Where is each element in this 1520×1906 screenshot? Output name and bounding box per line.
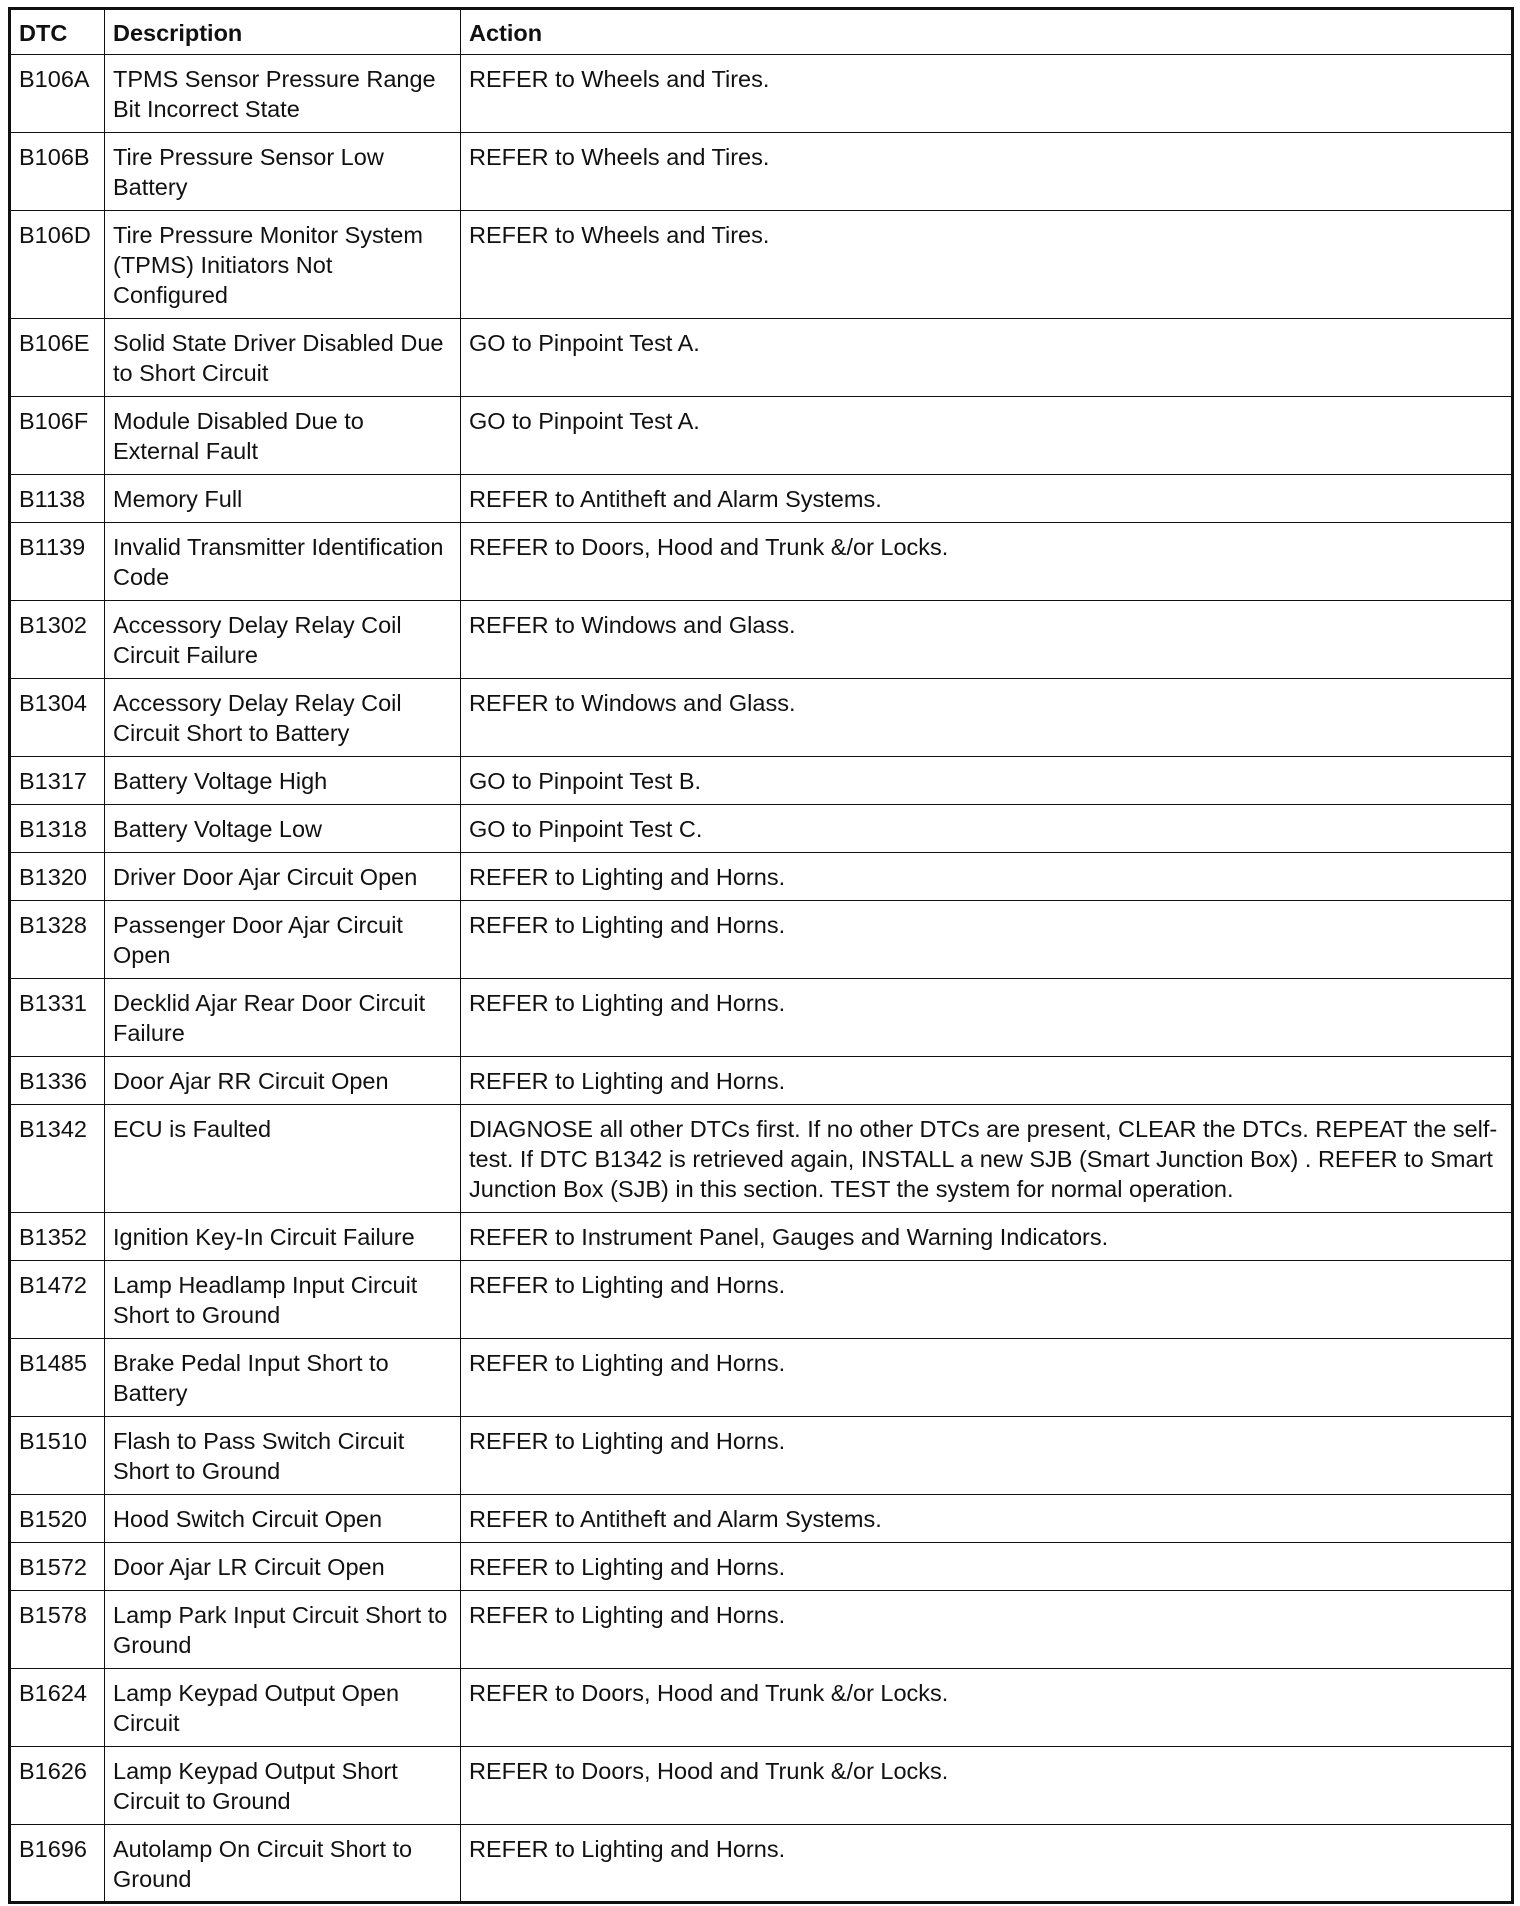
dtc-description: Decklid Ajar Rear Door Circuit Failure <box>105 979 461 1057</box>
table-row <box>10 1417 1513 1495</box>
dtc-code: B106E <box>10 319 105 397</box>
dtc-description: Door Ajar LR Circuit Open <box>105 1543 461 1591</box>
dtc-description: Module Disabled Due to External Fault <box>105 397 461 475</box>
table-row <box>10 133 1513 211</box>
dtc-description: Lamp Keypad Output Short Circuit to Ground <box>105 1747 461 1825</box>
dtc-action: REFER to Doors, Hood and Trunk &/or Locks. <box>461 1747 1513 1825</box>
dtc-action: GO to Pinpoint Test A. <box>461 319 1513 397</box>
dtc-action: REFER to Antitheft and Alarm Systems. <box>461 475 1513 523</box>
dtc-description: Battery Voltage Low <box>105 805 461 853</box>
dtc-action: REFER to Instrument Panel, Gauges and Warning Indicators. <box>461 1213 1513 1261</box>
dtc-code: B1510 <box>10 1417 105 1495</box>
dtc-action: REFER to Wheels and Tires. <box>461 211 1513 319</box>
dtc-description: Accessory Delay Relay Coil Circuit Failure <box>105 601 461 679</box>
dtc-action: REFER to Antitheft and Alarm Systems. <box>461 1495 1513 1543</box>
dtc-action: REFER to Lighting and Horns. <box>461 1339 1513 1417</box>
dtc-action: REFER to Windows and Glass. <box>461 601 1513 679</box>
dtc-action: REFER to Lighting and Horns. <box>461 1261 1513 1339</box>
dtc-description: Flash to Pass Switch Circuit Short to Ground <box>105 1417 461 1495</box>
dtc-description: Lamp Keypad Output Open Circuit <box>105 1669 461 1747</box>
dtc-description: Brake Pedal Input Short to Battery <box>105 1339 461 1417</box>
table-row <box>10 55 1513 133</box>
dtc-code: B106A <box>10 55 105 133</box>
table-row <box>10 805 1513 853</box>
dtc-code: B1318 <box>10 805 105 853</box>
table-row <box>10 1261 1513 1339</box>
dtc-code: B1336 <box>10 1057 105 1105</box>
dtc-action: REFER to Lighting and Horns. <box>461 1417 1513 1495</box>
table-row <box>10 1105 1513 1213</box>
dtc-action: REFER to Lighting and Horns. <box>461 979 1513 1057</box>
dtc-description: ECU is Faulted <box>105 1105 461 1213</box>
dtc-action: REFER to Wheels and Tires. <box>461 133 1513 211</box>
dtc-description: Tire Pressure Monitor System (TPMS) Initiators Not Configured <box>105 211 461 319</box>
table-row <box>10 1543 1513 1591</box>
dtc-action: GO to Pinpoint Test C. <box>461 805 1513 853</box>
table-row <box>10 679 1513 757</box>
dtc-description: Lamp Headlamp Input Circuit Short to Ground <box>105 1261 461 1339</box>
dtc-description: Driver Door Ajar Circuit Open <box>105 853 461 901</box>
table-row <box>10 523 1513 601</box>
dtc-description: Solid State Driver Disabled Due to Short Circuit <box>105 319 461 397</box>
table-row <box>10 1495 1513 1543</box>
table-row <box>10 853 1513 901</box>
dtc-action: REFER to Lighting and Horns. <box>461 853 1513 901</box>
dtc-code: B1472 <box>10 1261 105 1339</box>
table-row <box>10 1825 1513 1903</box>
table-row <box>10 901 1513 979</box>
table-row <box>10 979 1513 1057</box>
header-description: Description <box>105 9 461 55</box>
dtc-action: REFER to Lighting and Horns. <box>461 1543 1513 1591</box>
dtc-action: REFER to Lighting and Horns. <box>461 901 1513 979</box>
dtc-code: B1624 <box>10 1669 105 1747</box>
dtc-description: TPMS Sensor Pressure Range Bit Incorrect State <box>105 55 461 133</box>
dtc-code: B106D <box>10 211 105 319</box>
dtc-code: B106B <box>10 133 105 211</box>
table-row <box>10 757 1513 805</box>
table-row <box>10 1057 1513 1105</box>
table-row <box>10 1213 1513 1261</box>
dtc-code: B1302 <box>10 601 105 679</box>
dtc-action: REFER to Wheels and Tires. <box>461 55 1513 133</box>
dtc-code: B1320 <box>10 853 105 901</box>
dtc-action: REFER to Windows and Glass. <box>461 679 1513 757</box>
dtc-description: Accessory Delay Relay Coil Circuit Short to Battery <box>105 679 461 757</box>
dtc-code: B1578 <box>10 1591 105 1669</box>
dtc-description: Lamp Park Input Circuit Short to Ground <box>105 1591 461 1669</box>
dtc-code: B1626 <box>10 1747 105 1825</box>
dtc-action: REFER to Lighting and Horns. <box>461 1825 1513 1903</box>
table-row <box>10 1339 1513 1417</box>
table-row <box>10 211 1513 319</box>
dtc-description: Hood Switch Circuit Open <box>105 1495 461 1543</box>
table-row <box>10 319 1513 397</box>
dtc-code: B1696 <box>10 1825 105 1903</box>
dtc-action: REFER to Doors, Hood and Trunk &/or Locks. <box>461 1669 1513 1747</box>
dtc-code: B1139 <box>10 523 105 601</box>
dtc-table <box>8 7 1514 1904</box>
dtc-description: Memory Full <box>105 475 461 523</box>
table-row <box>10 601 1513 679</box>
dtc-code: B1304 <box>10 679 105 757</box>
dtc-code: B1138 <box>10 475 105 523</box>
table-row <box>10 397 1513 475</box>
dtc-action: REFER to Lighting and Horns. <box>461 1591 1513 1669</box>
dtc-description: Autolamp On Circuit Short to Ground <box>105 1825 461 1903</box>
dtc-action: GO to Pinpoint Test B. <box>461 757 1513 805</box>
header-row <box>10 9 1513 55</box>
dtc-description: Ignition Key-In Circuit Failure <box>105 1213 461 1261</box>
dtc-code: B1331 <box>10 979 105 1057</box>
dtc-code: B1328 <box>10 901 105 979</box>
dtc-description: Invalid Transmitter Identification Code <box>105 523 461 601</box>
dtc-action: REFER to Doors, Hood and Trunk &/or Locks. <box>461 523 1513 601</box>
table-row <box>10 1669 1513 1747</box>
table-row <box>10 475 1513 523</box>
dtc-code: B1317 <box>10 757 105 805</box>
dtc-code: B1342 <box>10 1105 105 1213</box>
dtc-description: Passenger Door Ajar Circuit Open <box>105 901 461 979</box>
dtc-action: REFER to Lighting and Horns. <box>461 1057 1513 1105</box>
dtc-action: GO to Pinpoint Test A. <box>461 397 1513 475</box>
dtc-description: Tire Pressure Sensor Low Battery <box>105 133 461 211</box>
dtc-code: B106F <box>10 397 105 475</box>
table-row <box>10 1747 1513 1825</box>
dtc-code: B1572 <box>10 1543 105 1591</box>
dtc-code: B1520 <box>10 1495 105 1543</box>
header-dtc: DTC <box>10 9 105 55</box>
dtc-action: DIAGNOSE all other DTCs first. If no other DTCs are present, CLEAR the DTCs. REPEAT the self-test. If DTC B1342 is retrieved again, INSTALL a new SJB (Smart Junction Box) . REFER to Smart Junction Box (SJB) in this section. TEST the system for normal operation. <box>461 1105 1513 1213</box>
dtc-description: Battery Voltage High <box>105 757 461 805</box>
dtc-description: Door Ajar RR Circuit Open <box>105 1057 461 1105</box>
table-row <box>10 1591 1513 1669</box>
dtc-code: B1485 <box>10 1339 105 1417</box>
header-action: Action <box>461 9 1513 55</box>
dtc-code: B1352 <box>10 1213 105 1261</box>
